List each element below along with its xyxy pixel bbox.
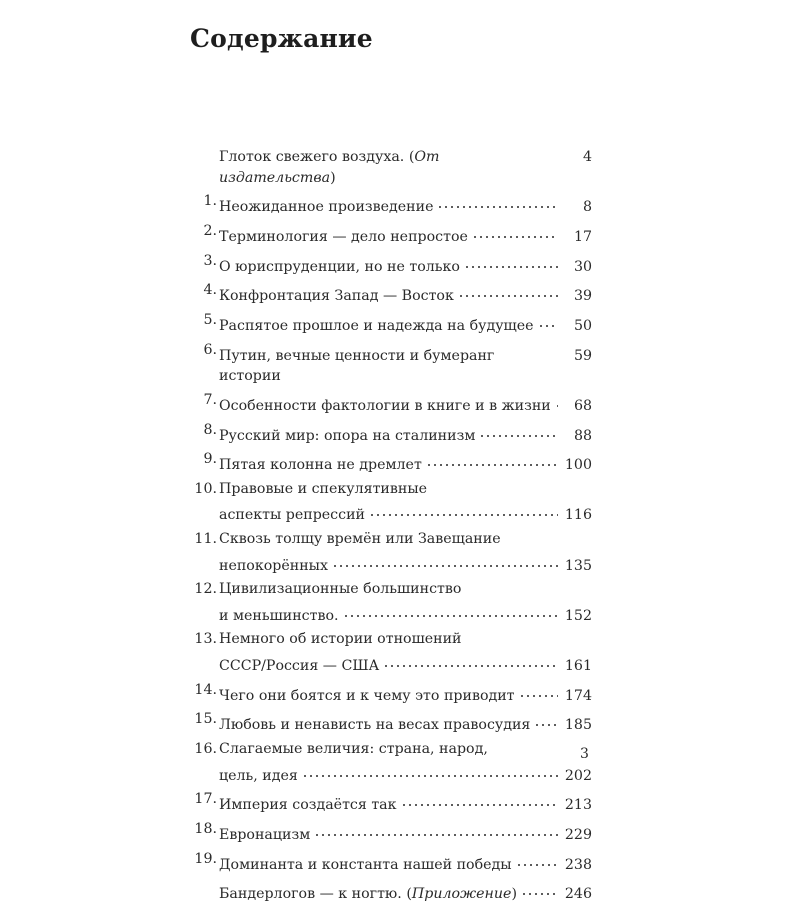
entry-title-text: Терминология — дело непростое: [219, 228, 468, 245]
toc-entry: [190, 709, 592, 736]
dot-leader: [343, 600, 558, 620]
entry-page: 174: [564, 687, 592, 704]
entry-subtitle: Приложение: [411, 886, 512, 903]
chapter-number: 12.: [194, 581, 217, 598]
entry-title-text: Любовь и ненависть на весах правосудия: [219, 717, 531, 734]
dot-leader: [479, 420, 558, 440]
toc-entry: [190, 390, 592, 417]
chapter-number: 14.: [194, 681, 217, 698]
chapter-number: 10.: [194, 480, 217, 497]
entry-title-text: Неожиданное произведение: [219, 199, 434, 216]
entry-page: 30: [573, 258, 592, 275]
dot-leader: [521, 878, 558, 898]
entry-title-text: и меньшинство.: [219, 607, 339, 624]
entry-title: [219, 556, 328, 577]
entry-title: [219, 455, 422, 476]
entry-page: 116: [564, 507, 592, 524]
dot-leader: [464, 251, 558, 271]
toc-entry: [190, 529, 592, 576]
entry-title-text: аспекты репрессий: [219, 507, 365, 524]
entry-title-text: Особенности фактологии в книге и в жизни: [219, 397, 551, 414]
dot-leader: [332, 550, 558, 570]
toc-entry: [190, 340, 592, 387]
dot-leader: [302, 760, 558, 780]
entry-page: 135: [564, 557, 592, 574]
table-of-contents: [190, 141, 592, 908]
entry-page: 39: [573, 288, 592, 305]
entry-title-text: Цивилизационные большинство: [219, 581, 462, 598]
toc-entry: [190, 878, 592, 905]
dot-leader: [555, 390, 558, 410]
chapter-number: 1.: [203, 193, 217, 210]
toc-entry: [190, 819, 592, 846]
entry-title-text: цель, идея: [219, 767, 298, 784]
entry-title-text: О юриспруденции, но не только: [219, 258, 460, 275]
entry-title: [219, 606, 339, 627]
entry-page: 4: [582, 149, 592, 165]
entry-title: [219, 396, 551, 417]
entry-title-text: Евронацизм: [219, 826, 311, 843]
entry-title-text: Распятое прошлое и надежда на будущее: [219, 317, 534, 334]
entry-page: 59: [573, 347, 592, 364]
entry-title-text: Немного об истории отношений: [219, 631, 462, 648]
chapter-number: 15.: [194, 711, 217, 728]
entry-title: [219, 686, 515, 707]
chapter-number: 16.: [194, 741, 217, 757]
entry-title-text: Бандерлогов — к ногтю.: [219, 886, 407, 903]
chapter-number: [190, 878, 219, 905]
chapter-number: 5.: [203, 311, 217, 328]
entry-title-text: непокорённых: [219, 557, 328, 574]
entry-title: [219, 766, 298, 787]
chapter-number: 11.: [194, 531, 217, 548]
entry-title: [219, 825, 310, 846]
dot-leader: [401, 789, 558, 809]
chapter-number: 3.: [203, 252, 217, 269]
entry-title: [219, 741, 488, 757]
entry-title-text: Правовые и спекулятивные: [219, 480, 428, 497]
entry-title-text: Чего они боятся и к чему это приводит: [219, 687, 515, 704]
dot-leader: [472, 221, 558, 241]
dot-leader: [314, 819, 558, 839]
toc-entry: [190, 191, 592, 218]
dot-leader: [458, 280, 558, 300]
entry-title: Бандерлогов — к ногтю. (Приложение): [219, 886, 517, 903]
entry-page: 202: [564, 767, 592, 784]
toc-entry: [190, 420, 592, 447]
toc-entry: [190, 310, 592, 337]
page-number: 3: [580, 746, 589, 762]
toc-entry: [190, 479, 592, 526]
entry-page: 68: [573, 397, 592, 414]
dot-leader: [383, 650, 558, 670]
chapter-number: 6.: [203, 341, 217, 358]
entry-title: [219, 286, 454, 307]
chapter-number: 7.: [203, 391, 217, 408]
entry-page: 88: [573, 427, 592, 444]
entry-title: Глоток свежего воздуха. (От издательства): [219, 149, 440, 186]
entry-title: [219, 631, 462, 647]
dot-leader: [534, 709, 558, 729]
entry-page: 246: [564, 886, 592, 903]
toc-entry: [190, 449, 592, 476]
chapter-number: 17.: [194, 791, 217, 808]
entry-title-text: Путин, вечные ценности и бумеранг истории: [219, 347, 495, 385]
entry-page: 17: [573, 228, 592, 245]
entry-page: 161: [564, 657, 592, 674]
entry-title-text: Сквозь толщу времён или Завещание: [219, 531, 501, 548]
dot-leader: [516, 849, 558, 869]
toc-entry: [190, 221, 592, 248]
toc-entry: [190, 849, 592, 876]
entry-page: 100: [564, 457, 592, 474]
chapter-number: 9.: [203, 451, 217, 468]
dot-leader: [538, 310, 558, 330]
entry-title: [219, 257, 460, 278]
chapter-number: 4.: [203, 282, 217, 299]
toc-entry: [190, 141, 592, 188]
entry-title: [219, 426, 475, 447]
page-title: Содержание: [190, 24, 373, 53]
toc-entry: [190, 739, 592, 786]
toc-entry: [190, 680, 592, 707]
entry-page: 8: [582, 199, 592, 216]
chapter-number: 19.: [194, 850, 217, 867]
entry-title: [219, 197, 433, 218]
entry-title: [219, 795, 397, 816]
chapter-number: 13.: [194, 631, 217, 648]
entry-page: 152: [564, 607, 592, 624]
entry-title: [219, 531, 501, 547]
toc-entry: [190, 579, 592, 626]
chapter-number: [190, 141, 219, 188]
entry-title: [219, 227, 468, 248]
dot-leader: [437, 191, 558, 211]
entry-title: [219, 316, 534, 337]
dot-leader: [369, 499, 558, 519]
chapter-number: 8.: [203, 421, 217, 438]
entry-title: [219, 505, 365, 526]
entry-title: [219, 855, 512, 876]
entry-page: 213: [564, 797, 592, 814]
toc-entry: [190, 280, 592, 307]
toc-entry: [190, 251, 592, 278]
entry-title: [219, 481, 427, 497]
entry-title: [219, 346, 554, 387]
entry-title-text: Русский мир: опора на сталинизм: [219, 427, 476, 444]
chapter-number: 18.: [194, 820, 217, 837]
entry-page: 229: [564, 826, 592, 843]
entry-title-text: Доминанта и константа нашей победы: [219, 856, 512, 873]
entry-title-text: Империя создаётся так: [219, 797, 397, 814]
entry-title-text: СССР/Россия — США: [219, 657, 380, 674]
entry-title-text: Конфронтация Запад — Восток: [219, 288, 454, 305]
toc-entry: [190, 789, 592, 816]
entry-page: 238: [564, 856, 592, 873]
entry-title-text: Глоток свежего воздуха.: [219, 149, 409, 165]
entry-title-text: Слагаемые величия: страна, народ,: [219, 741, 488, 757]
entry-title-text: Пятая колонна не дремлет: [219, 457, 422, 474]
entry-page: 50: [573, 317, 592, 334]
entry-page: 185: [564, 717, 592, 734]
dot-leader: [426, 449, 558, 469]
entry-title: [219, 715, 530, 736]
toc-entry: [190, 629, 592, 676]
entry-title: [219, 656, 379, 677]
chapter-number: 2.: [203, 222, 217, 239]
dot-leader: [519, 680, 558, 700]
entry-title: [219, 581, 461, 597]
entry-subtitle: От издательства: [219, 149, 440, 186]
